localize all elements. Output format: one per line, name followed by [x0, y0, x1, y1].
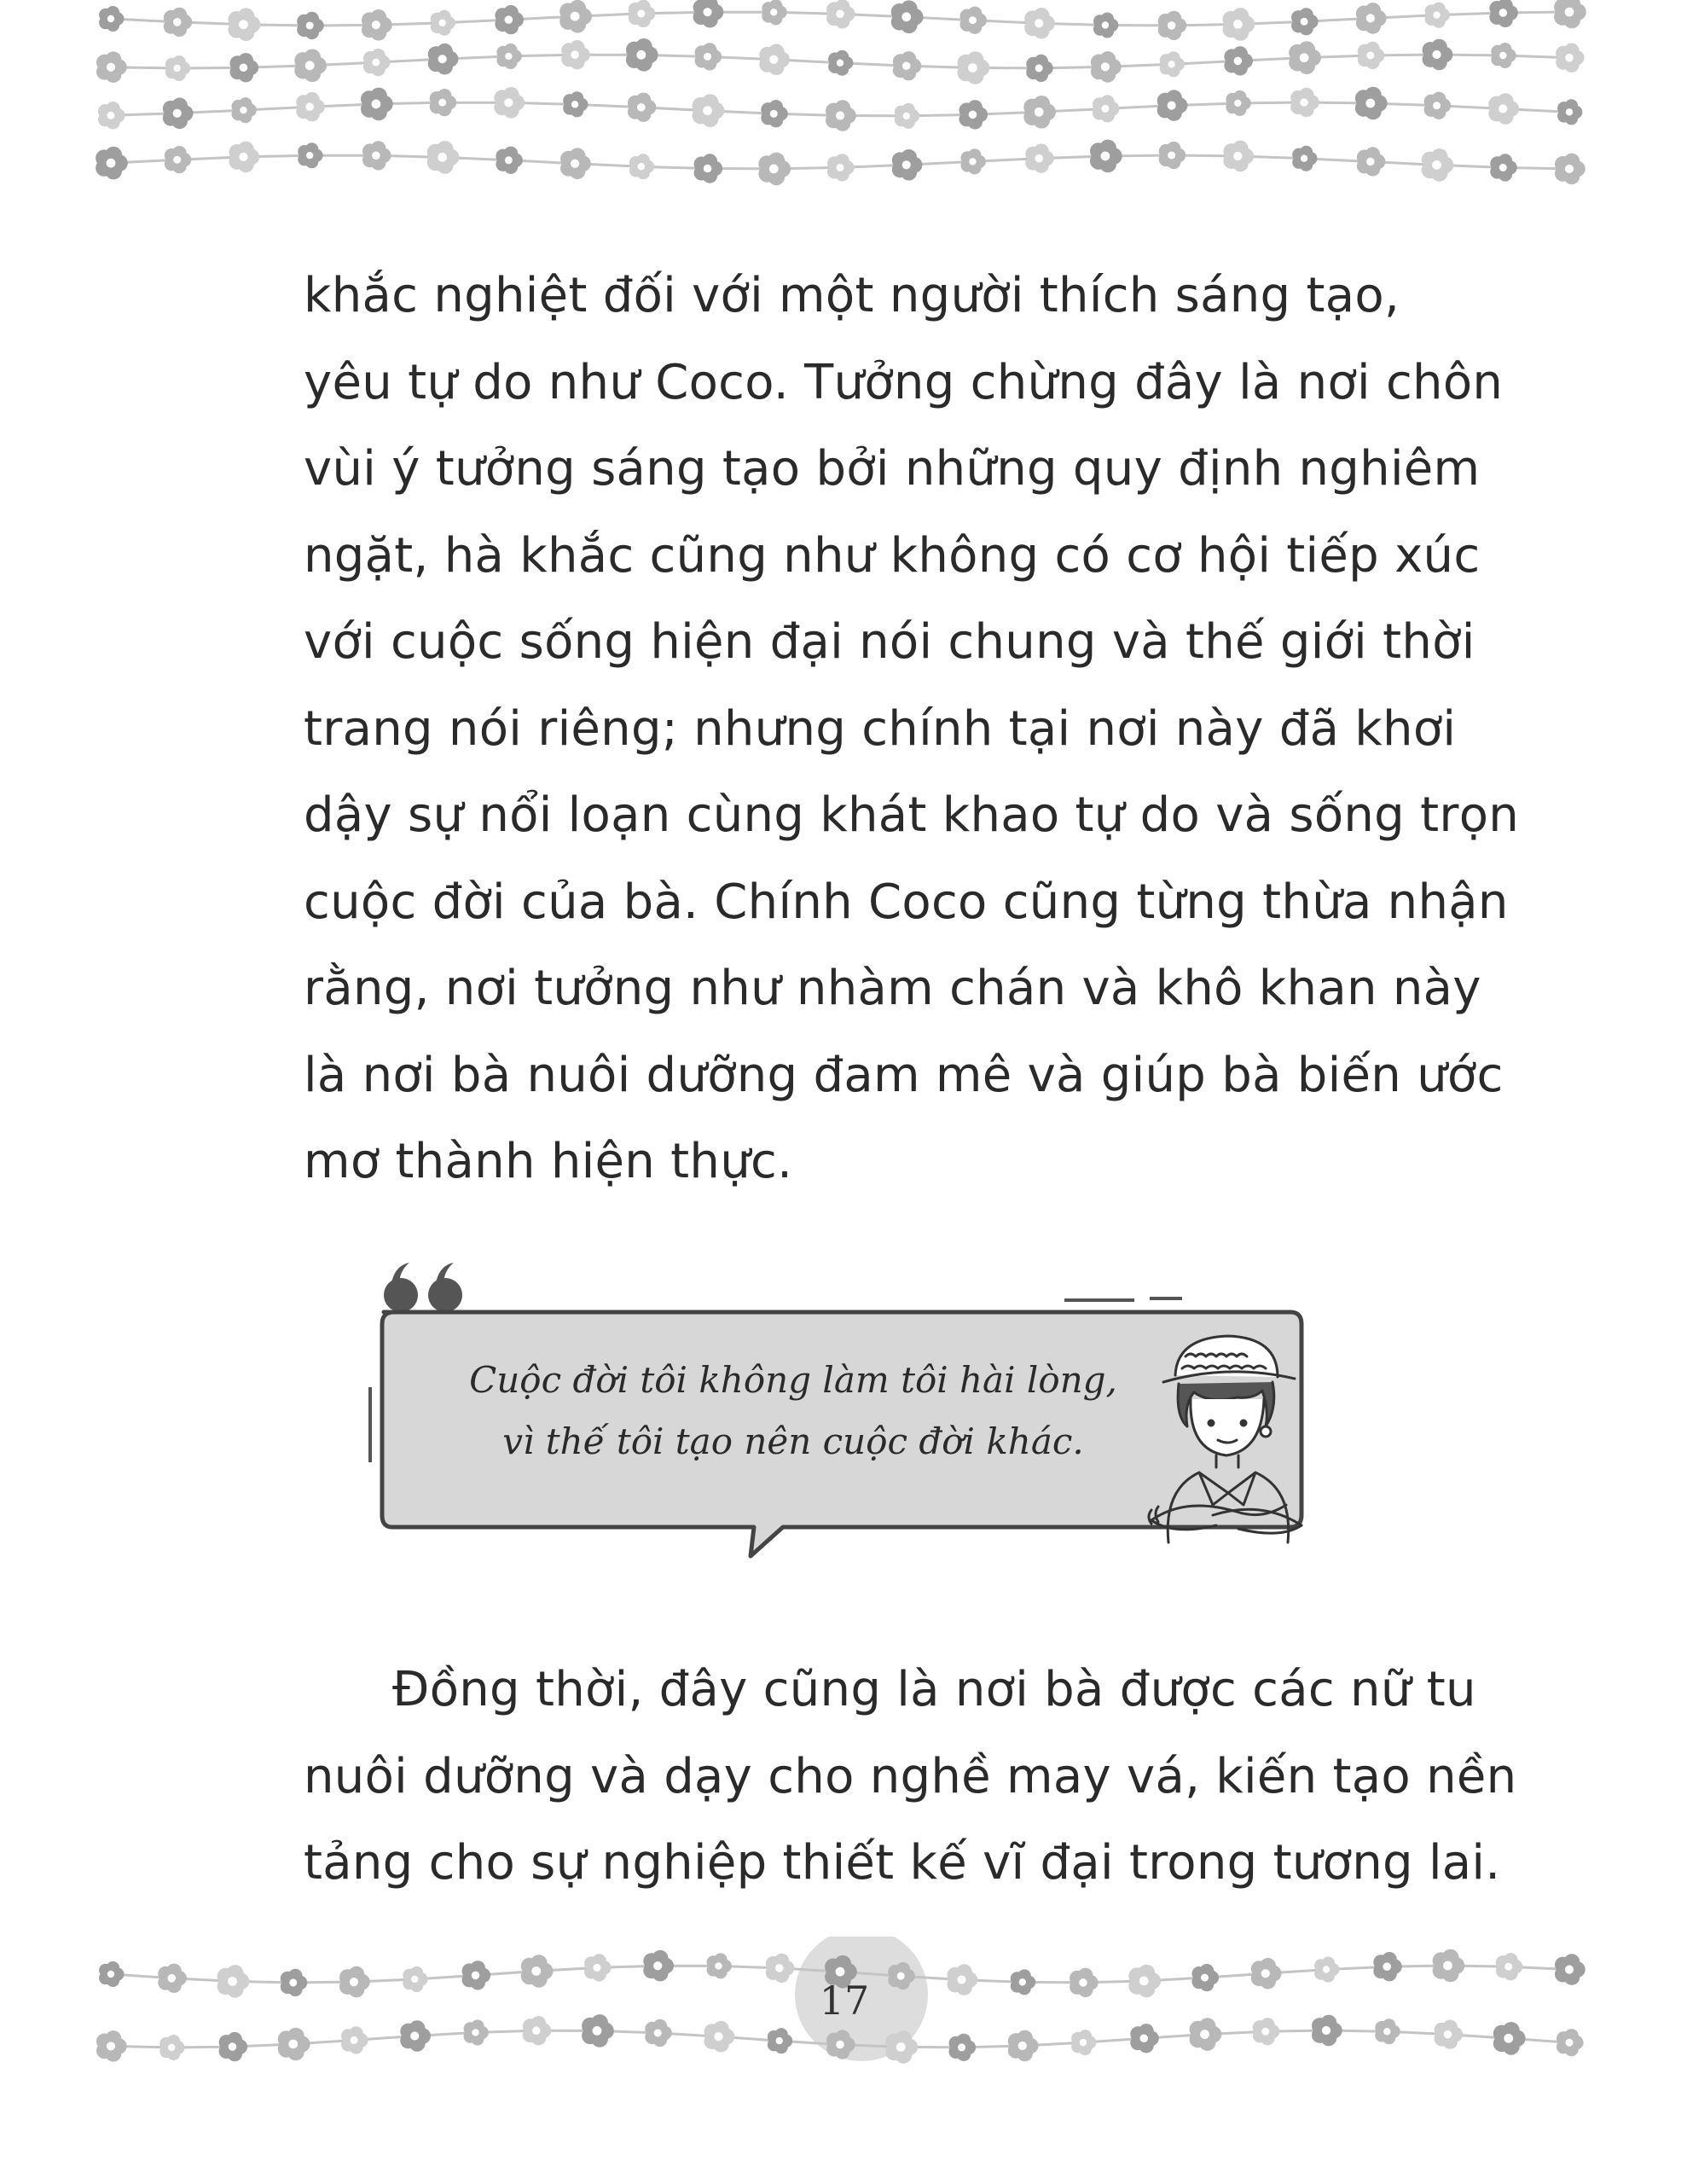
text-line: khắc nghiệt đối với một người thích sáng tạo, — [304, 268, 1400, 323]
flower-icon — [99, 1961, 124, 1987]
flower-icon — [707, 1953, 732, 1978]
flower-icon — [1425, 3, 1450, 28]
flower-icon — [628, 93, 656, 122]
flower-icon — [1491, 43, 1516, 68]
flower-icon — [1289, 41, 1321, 74]
flower-icon — [1192, 1964, 1220, 1991]
flower-icon — [1290, 88, 1319, 117]
flower-icon — [403, 1966, 427, 1992]
flower-icon — [693, 0, 724, 27]
flower-icon — [363, 49, 391, 76]
flower-icon — [1190, 2018, 1222, 2051]
flower-icon — [1070, 1968, 1099, 1997]
flower-icon — [496, 44, 521, 69]
flower-icon — [695, 43, 722, 70]
flower-icon — [341, 2026, 368, 2053]
flower-icon — [430, 89, 457, 116]
flower-icon — [1488, 93, 1519, 125]
flower-icon — [1556, 44, 1585, 73]
flower-icon — [1555, 1954, 1586, 1985]
flower-icon — [949, 2034, 977, 2061]
flower-icon — [1291, 8, 1319, 35]
flower-icon — [1373, 1952, 1402, 1981]
flower-icon — [96, 51, 127, 83]
flower-icon — [582, 2014, 614, 2048]
flower-icon — [761, 100, 788, 127]
flower-icon — [165, 146, 192, 173]
text-line: mơ thành hiện thực. — [304, 1134, 793, 1189]
flower-icon — [229, 8, 261, 41]
flower-icon — [298, 142, 322, 168]
flower-icon — [1375, 2018, 1400, 2044]
flower-icon — [1555, 154, 1586, 185]
text-line: cuộc đời của bà. Chính Coco cũng từng thừa nhận — [304, 874, 1509, 930]
flower-icon — [1160, 51, 1185, 77]
flower-icon — [1011, 1969, 1035, 1995]
top-flower-garland — [0, 0, 1687, 222]
flower-icon — [339, 1966, 370, 1998]
flower-icon — [495, 5, 524, 34]
flower-icon — [230, 53, 259, 82]
flower-icon — [1008, 2030, 1039, 2062]
quote-text — [426, 1350, 1160, 1472]
flower-icon — [1093, 13, 1118, 38]
text-line: Đồng thời, đây cũng là nơi bà được các nữ tu — [392, 1662, 1476, 1717]
flower-icon — [1128, 1965, 1161, 1998]
flower-icon — [629, 0, 656, 27]
flower-icon — [891, 0, 924, 33]
flower-icon — [400, 2020, 431, 2052]
flower-icon — [1025, 144, 1054, 173]
flower-icon — [219, 2032, 248, 2061]
coco-illustration — [1134, 1322, 1313, 1544]
flower-icon — [1489, 0, 1518, 27]
text-line: ngặt, hà khắc cũng như không có cơ hội tiếp xúc — [304, 527, 1481, 584]
body-paragraph-1 — [304, 253, 1520, 1205]
flower-icon — [960, 7, 987, 34]
flower-icon — [1496, 1953, 1523, 1980]
flower-icon — [158, 1964, 187, 1993]
flower-icon — [1224, 46, 1253, 75]
flower-icon — [1024, 8, 1055, 39]
flower-icon — [762, 0, 786, 25]
flower-icon — [629, 154, 654, 179]
flower-icon — [1490, 154, 1517, 181]
flower-icon — [229, 142, 260, 173]
flower-icon — [826, 0, 855, 28]
flower-icon — [759, 44, 790, 76]
text-line: trang nói riêng; nhưng chính tại nơi này đã khơi — [304, 700, 1457, 757]
text-line: vùi ý tưởng sáng tạo bởi những quy định nghiêm — [304, 441, 1481, 497]
flower-icon — [496, 147, 522, 174]
flower-icon — [895, 103, 919, 129]
flower-icon — [1158, 11, 1187, 40]
flower-icon — [1226, 90, 1250, 116]
flower-icon — [961, 148, 986, 174]
flower-icon — [361, 88, 393, 121]
flower-icon — [584, 1954, 612, 1981]
flower-icon — [1093, 95, 1120, 122]
flower-icon — [948, 1964, 978, 1995]
flower-icon — [427, 141, 460, 174]
flower-icon — [523, 2016, 552, 2045]
flower-icon — [362, 9, 392, 41]
flower-icon — [766, 1954, 795, 1983]
flower-icon — [1422, 148, 1454, 182]
flower-icon — [462, 1960, 490, 1989]
flower-icon — [645, 2019, 672, 2047]
flower-icon — [768, 2028, 792, 2053]
quote-line-1: Cuộc đời tôi không làm tôi hài lòng, — [469, 1359, 1117, 1401]
flower-icon — [704, 2021, 735, 2053]
flower-icon — [159, 2035, 184, 2060]
flower-icon — [1424, 92, 1452, 119]
flower-icon — [521, 1955, 554, 1988]
flower-icon — [294, 49, 327, 83]
text-line: tảng cho sự nghiệp thiết kế vĩ đại trong tương lai. — [304, 1835, 1501, 1891]
flower-icon — [1314, 1957, 1339, 1983]
flower-icon — [892, 149, 923, 181]
flower-icon — [563, 91, 588, 117]
flower-icon — [758, 153, 791, 186]
body-paragraph-2 — [304, 1647, 1517, 1907]
text-line: yêu tự do như Coco. Tưởng chừng đây là nơi chôn — [304, 354, 1504, 410]
bottom-flower-garland — [0, 1937, 1687, 2124]
flower-icon — [165, 55, 190, 81]
flower-icon — [1223, 141, 1254, 172]
flower-icon — [1130, 2024, 1159, 2053]
flower-icon — [232, 97, 257, 123]
text-line: là nơi bà nuôi dưỡng đam mê và giúp bà biến ước — [304, 1047, 1504, 1103]
text-line: nuôi dưỡng và dạy cho nghề may vá, kiến tạo nền — [304, 1748, 1517, 1804]
page-number: 17 — [819, 1978, 870, 2024]
flower-icon — [1557, 99, 1582, 125]
flower-icon — [828, 50, 853, 76]
flower-icon — [494, 87, 525, 119]
flower-icon — [1355, 87, 1388, 120]
flower-icon — [1090, 140, 1122, 173]
flower-icon — [1493, 2022, 1526, 2055]
flower-icon — [959, 100, 988, 129]
flower-icon — [1026, 55, 1053, 82]
flower-icon — [296, 92, 325, 121]
flower-icon — [164, 8, 193, 37]
flower-icon — [96, 2030, 127, 2062]
flower-icon — [1554, 0, 1586, 28]
flower-icon — [96, 147, 128, 180]
flower-icon — [693, 94, 725, 127]
flower-icon — [1253, 2018, 1280, 2045]
flower-icon — [958, 51, 990, 84]
flower-icon — [464, 2019, 489, 2045]
flower-icon — [560, 148, 591, 179]
flower-icon — [1356, 3, 1387, 34]
flower-icon — [99, 6, 124, 32]
flower-icon — [362, 141, 391, 170]
flower-icon — [217, 1965, 250, 1998]
flower-icon — [1091, 51, 1122, 83]
flower-icon — [428, 44, 459, 75]
flower-icon — [431, 10, 455, 36]
flower-icon — [1292, 146, 1317, 171]
flower-icon — [1357, 147, 1386, 176]
flower-icon — [893, 51, 922, 80]
flower-icon — [1423, 39, 1453, 71]
text-line: rằng, nơi tưởng như nhàm chán và khô khan này — [304, 961, 1481, 1016]
flower-icon — [1433, 1949, 1465, 1983]
flower-icon — [1251, 1958, 1282, 1989]
flower-icon — [1157, 90, 1188, 120]
flower-icon — [281, 1969, 308, 1996]
flower-icon — [561, 40, 590, 69]
quote-mark-icon — [384, 1263, 462, 1312]
flower-icon — [827, 154, 855, 181]
flower-icon — [1159, 142, 1186, 169]
text-line: dậy sự nổi loạn cùng khát khao tự do và sống trọn — [304, 787, 1520, 843]
flower-icon — [626, 38, 658, 72]
quote-line-2: vì thế tôi tạo nên cuộc đời khác. — [502, 1420, 1084, 1462]
text-line: với cuộc sống hiện đại nói chung và thế giới thời — [304, 614, 1475, 670]
flower-icon — [694, 154, 722, 183]
flower-icon — [1312, 2015, 1342, 2047]
flower-icon — [643, 1950, 674, 1982]
flower-icon — [1358, 42, 1385, 69]
flower-icon — [278, 2028, 310, 2061]
flower-icon — [1071, 2030, 1096, 2055]
flower-icon — [1435, 2020, 1464, 2049]
flower-icon — [826, 100, 856, 131]
flower-icon — [297, 12, 324, 39]
flower-icon — [1223, 8, 1255, 41]
flower-icon — [163, 98, 194, 130]
flower-icon — [1023, 96, 1056, 129]
flower-icon — [559, 0, 592, 32]
flower-icon — [98, 102, 125, 129]
flower-icon — [1557, 2029, 1584, 2056]
